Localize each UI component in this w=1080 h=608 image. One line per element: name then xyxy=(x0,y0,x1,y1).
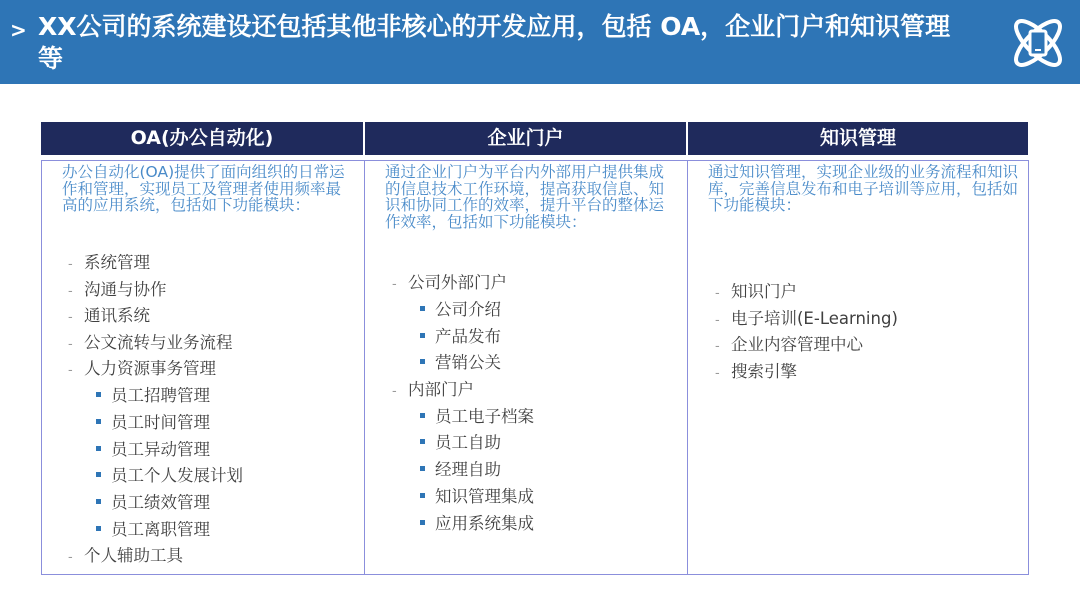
column-header-oa: OA(办公自动化) xyxy=(41,122,363,155)
list-item: - 沟通与协作 xyxy=(68,280,167,299)
column-header-knowledge: 知识管理 xyxy=(688,122,1028,155)
sub-list-item: 员工个人发展计划 xyxy=(96,466,243,486)
sub-list-item: 员工自助 xyxy=(420,433,501,453)
atom-phone-icon xyxy=(1005,10,1071,76)
sub-list-item: 应用系统集成 xyxy=(420,514,534,534)
list-item: - 系统管理 xyxy=(68,253,150,272)
list-item: - 企业内容管理中心 xyxy=(715,335,863,354)
sub-list-item: 员工绩效管理 xyxy=(96,493,210,513)
arrow-icon: > xyxy=(10,18,27,42)
sub-list-item: 员工时间管理 xyxy=(96,413,210,433)
list-item: - 公文流转与业务流程 xyxy=(68,333,233,352)
list-item: - 公司外部门户 xyxy=(392,273,507,292)
sub-list-item: 产品发布 xyxy=(420,327,501,347)
oa-intro: 办公自动化(OA)提供了面向组织的日常运作和管理，实现员工及管理者使用频率最高的应用系统，包括如下功能模块： xyxy=(62,163,345,214)
sub-list-item: 营销公关 xyxy=(420,353,501,373)
sub-list-item: 员工离职管理 xyxy=(96,520,210,540)
list-item: - 电子培训(E-Learning) xyxy=(715,309,898,328)
list-item: - 搜索引擎 xyxy=(715,362,797,381)
list-item: - 内部门户 xyxy=(392,380,474,399)
list-item: - 通讯系统 xyxy=(68,306,150,325)
list-item: - 个人辅助工具 xyxy=(68,546,183,565)
sub-list-item: 公司介绍 xyxy=(420,300,501,320)
knowledge-intro: 通过知识管理，实现企业级的业务流程和知识库，完善信息发布和电子培训等应用，包括如下功能模块： xyxy=(708,163,1019,214)
sub-list-item: 经理自助 xyxy=(420,460,501,480)
sub-list-item: 员工招聘管理 xyxy=(96,386,210,406)
sub-list-item: 员工异动管理 xyxy=(96,440,210,460)
portal-intro: 通过企业门户为平台内外部用户提供集成的信息技术工作环境，提高获取信息、知识和协同工作的效率，提升平台的整体运作效率，包括如下功能模块： xyxy=(385,163,665,231)
list-item: - 人力资源事务管理 xyxy=(68,359,216,378)
sub-list-item: 员工电子档案 xyxy=(420,407,534,427)
list-item: - 知识门户 xyxy=(715,282,797,301)
title-banner xyxy=(0,0,1080,84)
column-header-portal: 企业门户 xyxy=(365,122,686,155)
sub-list-item: 知识管理集成 xyxy=(420,487,534,507)
page-title: XX公司的系统建设还包括其他非核心的开发应用，包括 OA，企业门户和知识管理等 xyxy=(38,12,951,73)
